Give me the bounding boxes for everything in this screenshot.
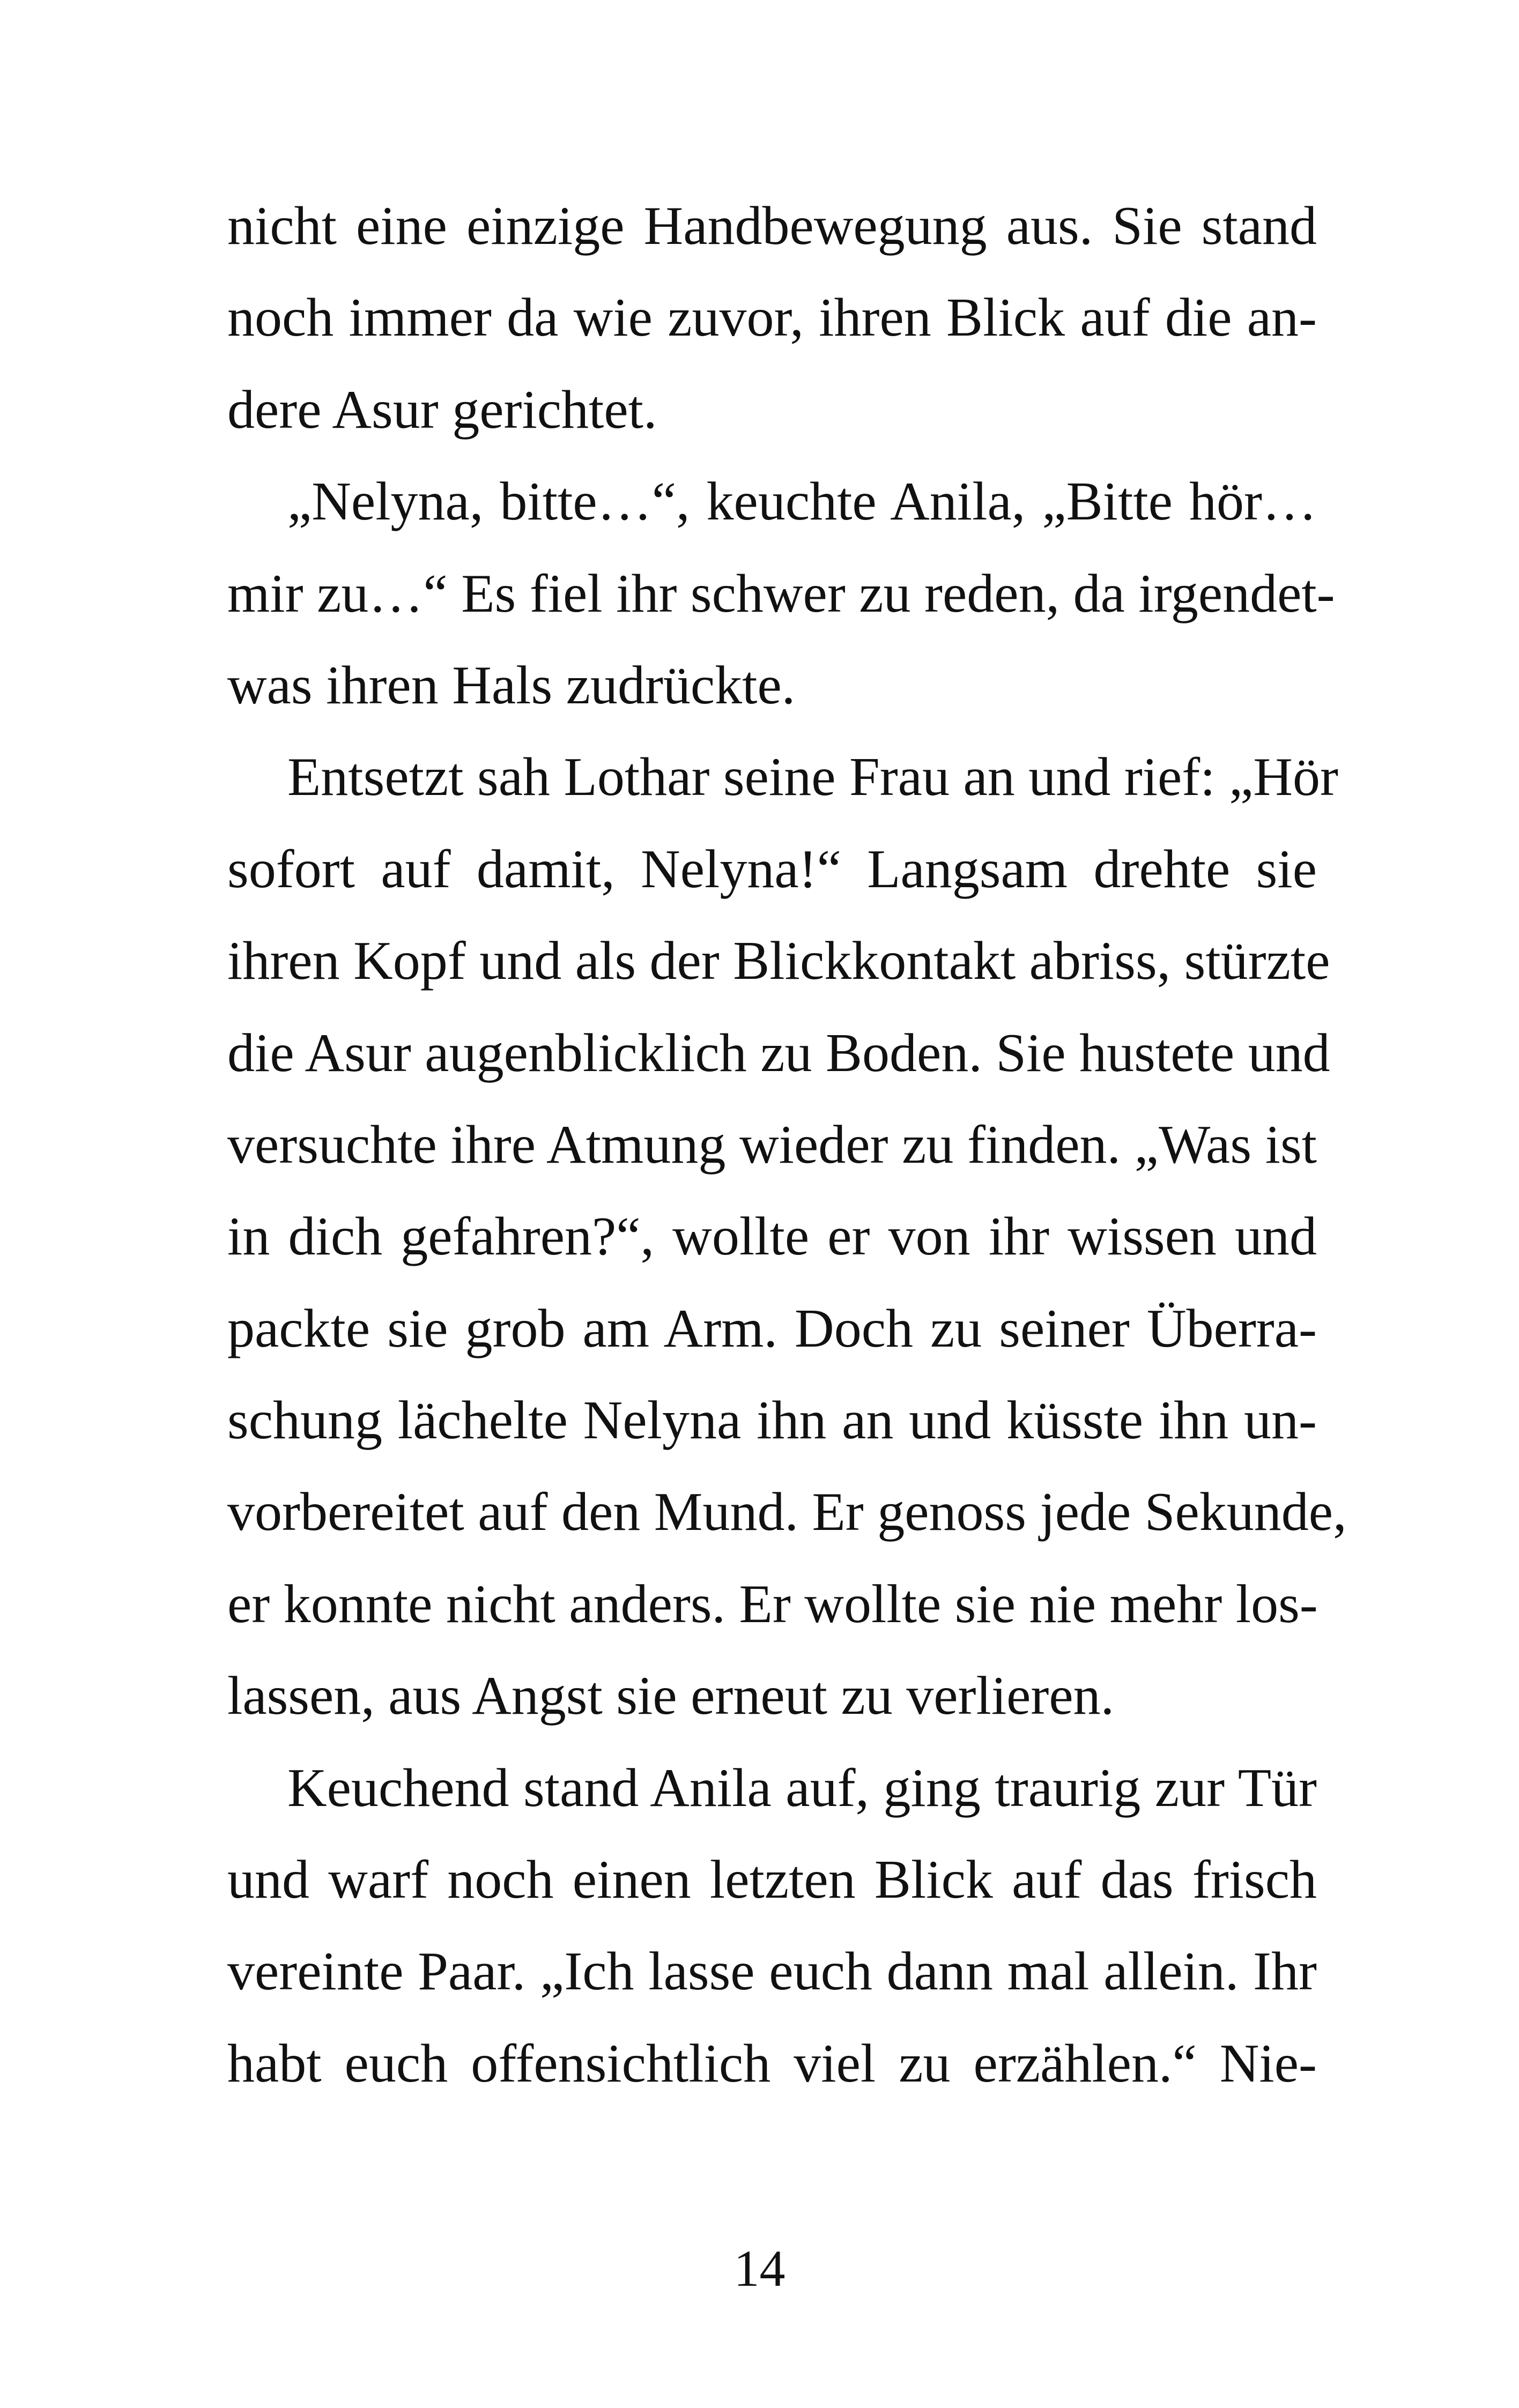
text-line: in dich gefahren?“, wollte er von ihr wissen und [227, 1206, 1317, 1267]
text-line: sofort auf damit, Nelyna!“ Langsam drehte sie [227, 838, 1317, 900]
text-line: mir zu…“ Es fiel ihr schwer zu reden, da irgendet- [227, 563, 1335, 624]
text-line: dere Asur gerichtet. [227, 379, 657, 440]
text-line: vorbereitet auf den Mund. Er genoss jede Sekunde, [227, 1482, 1347, 1543]
text-line: und warf noch einen letzten Blick auf das frisch [227, 1849, 1317, 1911]
text-line: lassen, aus Angst sie erneut zu verlieren. [227, 1666, 1115, 1727]
text-line: was ihren Hals zudrückte. [227, 655, 796, 716]
text-line: ihren Kopf und als der Blickkontakt abriss, stürzte [227, 931, 1330, 992]
text-line: Entsetzt sah Lothar seine Frau an und rief: „Hör [287, 747, 1339, 808]
text-line: habt euch offensichtlich viel zu erzählen.“ Nie- [227, 2033, 1317, 2094]
text-line: vereinte Paar. „Ich lasse euch dann mal allein. Ihr [227, 1941, 1317, 2002]
text-line: noch immer da wie zuvor, ihren Blick auf die an- [227, 287, 1317, 348]
text-line: versuchte ihre Atmung wieder zu finden. „Was ist [227, 1114, 1317, 1175]
body-text [227, 180, 1347, 2109]
text-line: „Nelyna, bitte…“, keuchte Anila, „Bitte hör… [287, 471, 1317, 532]
text-line: Keuchend stand Anila auf, ging traurig zur Tür [287, 1757, 1317, 1818]
page-number: 14 [733, 2240, 786, 2297]
text-line: packte sie grob am Arm. Doch zu seiner Überra- [227, 1298, 1317, 1359]
text-line: nicht eine einzige Handbewegung aus. Sie stand [227, 196, 1317, 256]
text-line: er konnte nicht anders. Er wollte sie nie mehr los- [227, 1573, 1318, 1634]
text-line: die Asur augenblicklich zu Boden. Sie hustete und [227, 1022, 1330, 1083]
text-line: schung lächelte Nelyna ihn an und küsste ihn un- [227, 1390, 1317, 1451]
